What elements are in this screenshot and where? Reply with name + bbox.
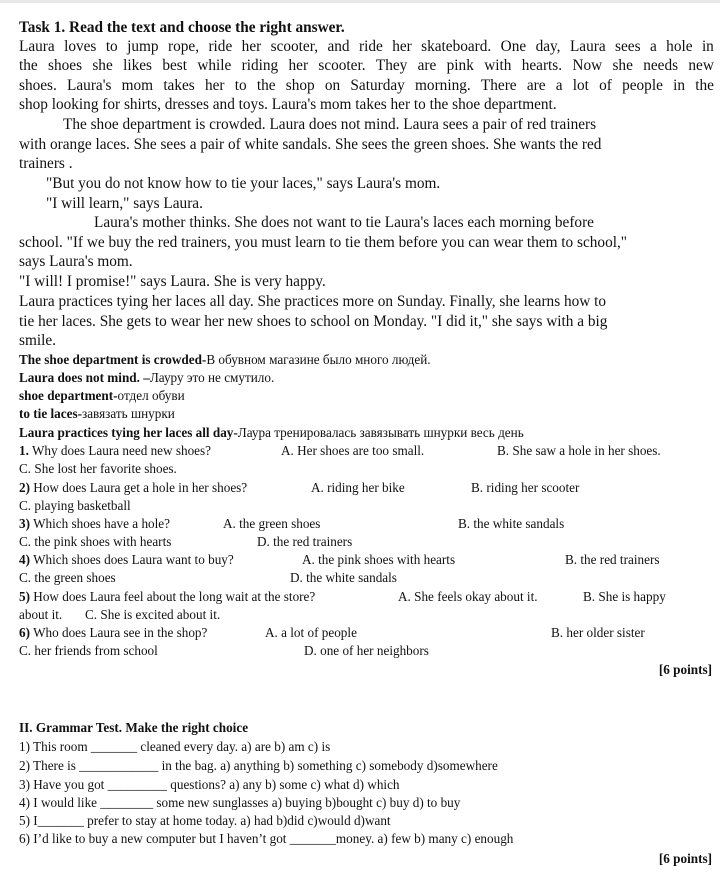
- dialogue-line: "I will learn," says Laura.: [46, 195, 203, 212]
- vocab-line: shoe department-отдел обуви: [19, 388, 185, 403]
- cropped-top-edge: [0, 0, 720, 3]
- q2-option-c[interactable]: C. playing basketball: [19, 498, 131, 513]
- grammar-title: II. Grammar Test. Make the right choice: [19, 720, 249, 735]
- vocab-line: The shoe department is crowded-В обувном магазине было много людей.: [19, 352, 431, 367]
- text-line: shoes. Laura's mom takes her to the shop on Saturday morning. There are a lot of people in the: [19, 77, 714, 94]
- q2-option-a[interactable]: A. riding her bike: [311, 480, 405, 495]
- grammar-item[interactable]: 4) I would like ________ some new sunglasses a) buying b)bought c) buy d) to buy: [19, 795, 461, 810]
- text-line: school. "If we buy the red trainers, you must learn to tie them before you can wear them to school,": [19, 234, 628, 251]
- vocab-line: to tie laces-завязать шнурки: [19, 406, 175, 421]
- text-line: Laura practices tying her laces all day. She practices more on Sunday. Finally, she learns how to: [19, 293, 607, 310]
- task1-title: Task 1. Read the text and choose the right answer.: [19, 19, 345, 36]
- q1-option-b[interactable]: B. She saw a hole in her shoes.: [497, 443, 661, 458]
- text-line: shop looking for shirts, dresses and toys. Laura's mom takes her to the shoe department.: [19, 96, 557, 113]
- question-5: 5) How does Laura feel about the long wait at the store?: [19, 589, 316, 604]
- question-3: 3) Which shoes have a hole?: [19, 516, 171, 531]
- q3-option-b[interactable]: B. the white sandals: [458, 516, 565, 531]
- q3-option-a[interactable]: A. the green shoes: [223, 516, 321, 531]
- q3-option-c[interactable]: C. the pink shoes with hearts: [19, 534, 172, 549]
- text-line: the shoes she likes best while riding her scooter. They are pink with hearts. Now she needs new: [19, 57, 714, 74]
- q5-option-a[interactable]: A. She feels okay about it.: [398, 589, 538, 604]
- grammar-item[interactable]: 2) There is ____________ in the bag. a) anything b) something c) somebody d)somewhere: [19, 758, 498, 773]
- grammar-item[interactable]: 1) This room _______ cleaned every day. a) are b) am c) is: [19, 739, 331, 754]
- grammar-item[interactable]: 5) I_______ prefer to stay at home today. a) had b)did c)would d)want: [19, 813, 391, 828]
- vocab-line: Laura does not mind. –Лауру это не смутило.: [19, 370, 275, 385]
- text-line: says Laura's mom.: [19, 253, 133, 270]
- vocab-line: Laura practices tying her laces all day-Лаура тренировалась завязывать шнурки весь день: [19, 425, 524, 440]
- q6-option-d[interactable]: D. one of her neighbors: [304, 643, 429, 658]
- dialogue-line: "But you do not know how to tie your laces," says Laura's mom.: [46, 175, 441, 192]
- text-line: The shoe department is crowded. Laura does not mind. Laura sees a pair of red trainers: [63, 116, 597, 133]
- text-line: trainers .: [19, 155, 73, 172]
- question-4: 4) Which shoes does Laura want to buy?: [19, 552, 234, 567]
- text-line: Laura's mother thinks. She does not want to tie Laura's laces each morning before: [94, 214, 594, 231]
- q5-option-b[interactable]: B. She is happy: [583, 589, 666, 604]
- task1-points: [6 points]: [658, 662, 712, 677]
- q4-option-b[interactable]: B. the red trainers: [565, 552, 660, 567]
- question-6: 6) Who does Laura see in the shop?: [19, 625, 208, 640]
- q1-option-a[interactable]: A. Her shoes are too small.: [281, 443, 425, 458]
- q5-option-b-cont: about it.: [19, 607, 63, 622]
- q1-option-c[interactable]: C. She lost her favorite shoes.: [19, 461, 177, 476]
- grammar-item[interactable]: 6) I’d like to buy a new computer but I haven’t got _______money. a) few b) many c) enough: [19, 831, 514, 846]
- question-2: 2) How does Laura get a hole in her shoes?: [19, 480, 248, 495]
- q4-option-d[interactable]: D. the white sandals: [290, 570, 397, 585]
- text-line: tie her laces. She gets to wear her new shoes to school on Monday. "I did it," she says with a big: [19, 313, 608, 330]
- text-line: smile.: [19, 332, 56, 349]
- q3-option-d[interactable]: D. the red trainers: [257, 534, 353, 549]
- q6-option-a[interactable]: A. a lot of people: [265, 625, 357, 640]
- q4-option-c[interactable]: C. the green shoes: [19, 570, 116, 585]
- text-line: with orange laces. She sees a pair of white sandals. She sees the green shoes. She wants the red: [19, 136, 602, 153]
- q2-option-b[interactable]: B. riding her scooter: [471, 480, 580, 495]
- q6-option-b[interactable]: B. her older sister: [551, 625, 645, 640]
- q5-option-c[interactable]: C. She is excited about it.: [85, 607, 221, 622]
- grammar-points: [6 points]: [658, 851, 712, 866]
- question-1: 1. Why does Laura need new shoes?: [19, 443, 212, 458]
- grammar-item[interactable]: 3) Have you got _________ questions? a) any b) some c) what d) which: [19, 777, 400, 792]
- q6-option-c[interactable]: C. her friends from school: [19, 643, 158, 658]
- dialogue-line: "I will! I promise!" says Laura. She is very happy.: [19, 273, 326, 290]
- text-line: Laura loves to jump rope, ride her scooter, and ride her skateboard. One day, Laura sees a hole in: [19, 38, 714, 55]
- q4-option-a[interactable]: A. the pink shoes with hearts: [302, 552, 456, 567]
